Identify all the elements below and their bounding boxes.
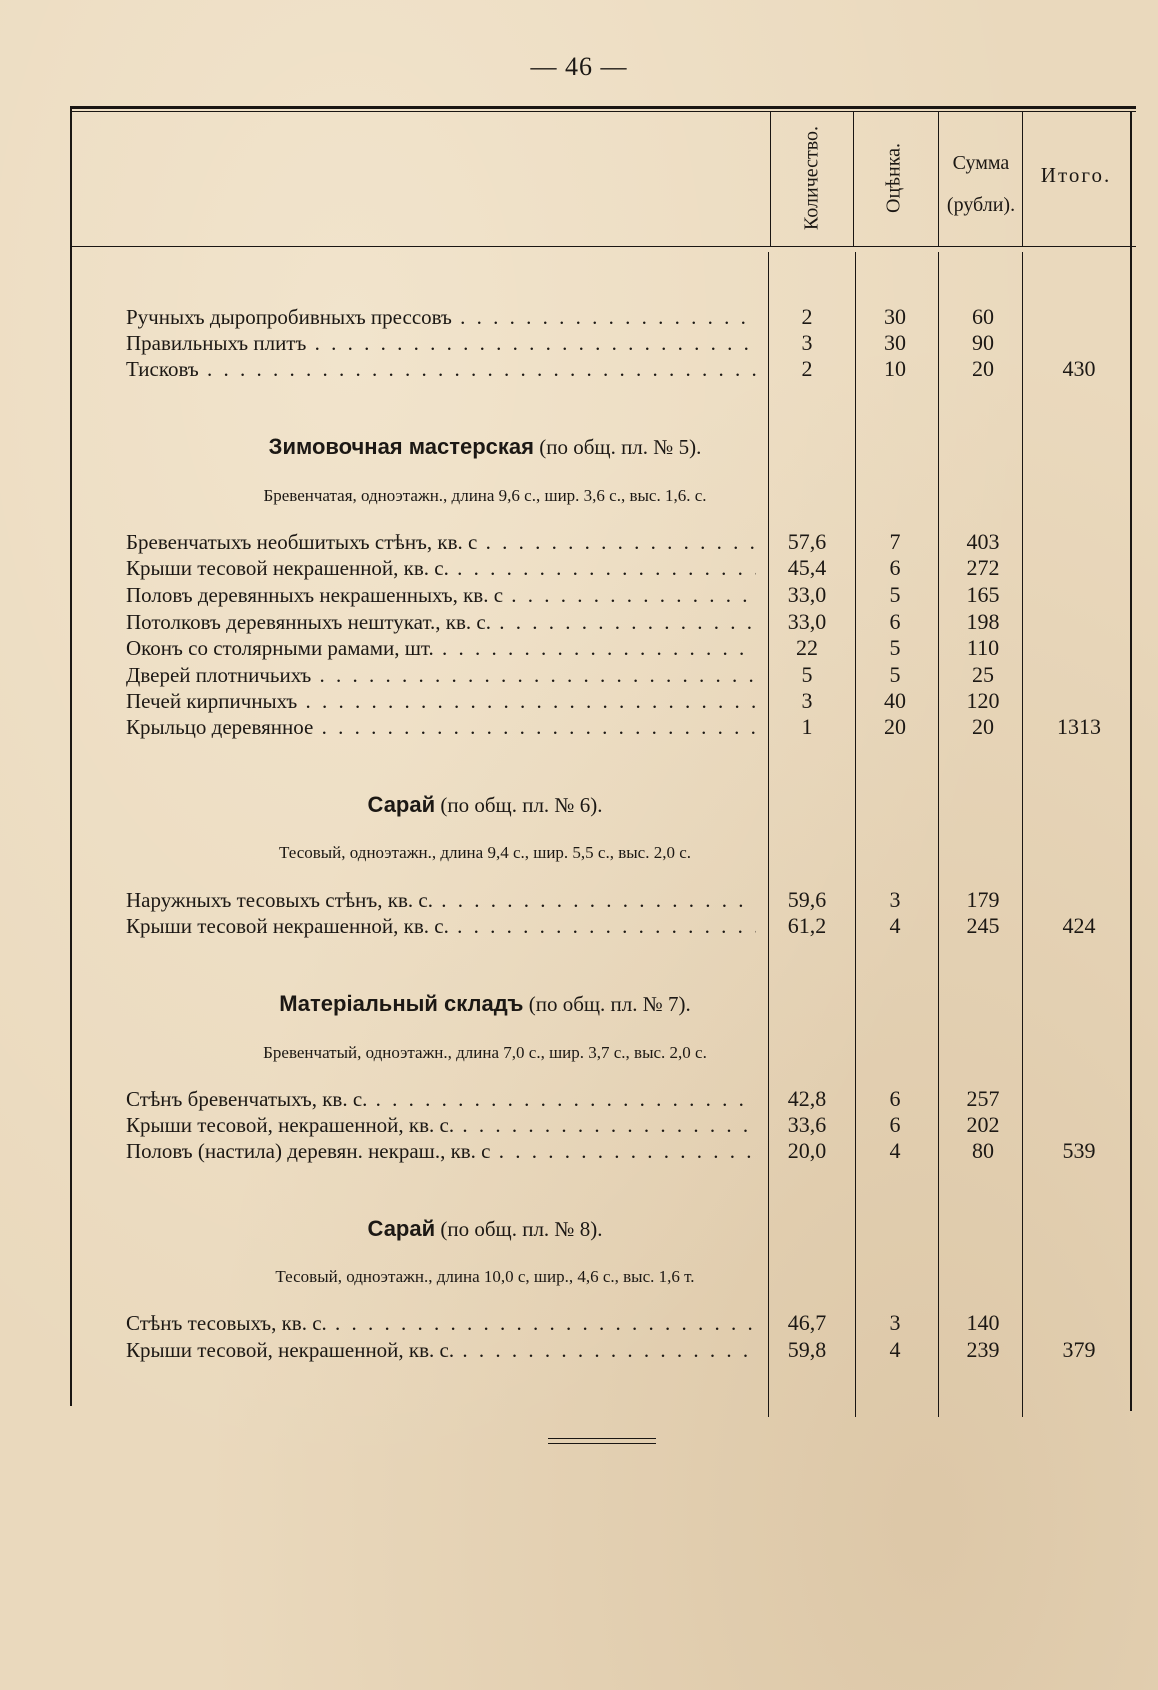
section-name: Сарай [367, 1216, 436, 1241]
row-quantity: 1 [801, 714, 813, 739]
row-estimate: 40 [884, 688, 906, 713]
row-estimate: 6 [889, 555, 901, 580]
row-description: Крыши тесовой, некрашенной, кв. с. . . . [126, 1337, 756, 1363]
row-description: Крыши тесовой некрашенной, кв. с. . . . [126, 555, 756, 581]
row-quantity: 2 [801, 304, 813, 329]
row-estimate: 4 [889, 1138, 901, 1163]
section-title [70, 991, 900, 1017]
row-description: Бревенчатыхъ необшитыхъ стѣнъ, кв. с . . . [126, 529, 756, 555]
row-estimate: 4 [889, 1337, 901, 1362]
header-divider [770, 111, 771, 246]
row-quantity: 5 [801, 662, 813, 687]
row-sum: 110 [966, 635, 1000, 660]
row-estimate: 6 [889, 1112, 901, 1137]
row-sum: 272 [966, 555, 1000, 580]
row-quantity: 59,6 [787, 887, 827, 912]
table-top-rule [70, 106, 1136, 109]
row-estimate: 30 [884, 330, 906, 355]
section-ref: (по общ. пл. № 5). [539, 435, 702, 459]
row-estimate: 7 [889, 529, 901, 554]
row-quantity: 2 [801, 356, 813, 381]
row-description: Стѣнъ тесовыхъ, кв. с. . . . [126, 1310, 756, 1336]
row-sum: 90 [972, 330, 994, 355]
row-estimate: 4 [889, 913, 901, 938]
end-rule [548, 1438, 656, 1439]
row-sum: 257 [966, 1086, 1000, 1111]
row-description: Половъ (настила) деревян. некраш., кв. с . . . [126, 1138, 756, 1164]
row-estimate: 3 [889, 887, 901, 912]
row-quantity: 45,4 [787, 555, 827, 580]
section-title [70, 434, 900, 460]
row-estimate: 20 [884, 714, 906, 739]
section-ref: (по общ. пл. № 8). [440, 1217, 603, 1241]
row-description: Крыльцо деревянное . . . [126, 714, 756, 740]
row-total: 379 [1062, 1337, 1096, 1362]
row-quantity: 46,7 [787, 1310, 827, 1335]
section-title [70, 1216, 900, 1242]
row-quantity: 33,0 [787, 609, 827, 634]
row-sum: 60 [972, 304, 994, 329]
section-description: Бревенчатая, одноэтажн., длина 9,6 с., шир. 3,6 с., выс. 1,6. с. [263, 486, 707, 505]
row-description: Дверей плотничьихъ . . . [126, 662, 756, 688]
row-description: Наружныхъ тесовыхъ стѣнъ, кв. с. . . . [126, 887, 756, 913]
row-sum: 20 [972, 356, 994, 381]
column-divider [768, 252, 769, 1417]
row-description: Правильныхъ плитъ . . . [126, 330, 756, 356]
column-divider [855, 252, 856, 1417]
column-header-sum [940, 142, 1022, 226]
row-total: 430 [1062, 356, 1096, 381]
header-divider [853, 111, 854, 246]
row-description: Стѣнъ бревенчатыхъ, кв. с. . . . [126, 1086, 756, 1112]
table-left-border [70, 106, 72, 1406]
row-total: 424 [1062, 913, 1096, 938]
section-description: Тесовый, одноэтажн., длина 9,4 с., шир. 5,5 с., выс. 2,0 с. [278, 843, 692, 862]
header-divider [938, 111, 939, 246]
row-sum: 25 [972, 662, 994, 687]
row-sum: 245 [966, 913, 1000, 938]
row-estimate: 5 [889, 582, 901, 607]
column-header-total: Итого. [1040, 163, 1112, 187]
row-quantity: 3 [801, 688, 813, 713]
end-rule [548, 1443, 656, 1444]
column-divider [1022, 252, 1023, 1417]
row-quantity: 57,6 [787, 529, 827, 554]
column-header-sum-line1: Сумма [952, 152, 1010, 174]
row-sum: 202 [966, 1112, 1000, 1137]
row-total: 1313 [1057, 714, 1101, 739]
section-title [70, 792, 900, 818]
column-header-sum-line2: (рубли). [946, 194, 1016, 216]
row-description: Половъ деревянныхъ некрашенныхъ, кв. с . . . [126, 582, 756, 608]
column-divider [938, 252, 939, 1417]
row-sum: 403 [966, 529, 1000, 554]
row-total: 539 [1062, 1138, 1096, 1163]
row-quantity: 33,6 [787, 1112, 827, 1137]
table-right-border [1130, 111, 1132, 1411]
row-estimate: 5 [889, 662, 901, 687]
row-sum: 80 [972, 1138, 994, 1163]
row-sum: 20 [972, 714, 994, 739]
row-description: Тисковъ . . . [126, 356, 756, 382]
row-sum: 239 [966, 1337, 1000, 1362]
row-quantity: 33,0 [787, 582, 827, 607]
row-quantity: 20,0 [787, 1138, 827, 1163]
row-sum: 165 [966, 582, 1000, 607]
row-estimate: 10 [884, 356, 906, 381]
row-estimate: 5 [889, 635, 901, 660]
section-name: Матеріальный складъ [279, 991, 524, 1016]
row-estimate: 6 [889, 1086, 901, 1111]
row-quantity: 42,8 [787, 1086, 827, 1111]
page-number: — 46 — [530, 52, 628, 81]
table-top-rule-thin [70, 111, 1136, 112]
row-description: Потолковъ деревянныхъ нештукат., кв. с. . . . [126, 609, 756, 635]
row-sum: 140 [966, 1310, 1000, 1335]
section-ref: (по общ. пл. № 7). [528, 992, 691, 1016]
row-sum: 198 [966, 609, 1000, 634]
row-quantity: 61,2 [787, 913, 827, 938]
section-name: Сарай [367, 792, 436, 817]
row-description: Оконъ со столярными рамами, шт. . . . [126, 635, 756, 661]
row-quantity: 3 [801, 330, 813, 355]
row-estimate: 3 [889, 1310, 901, 1335]
row-quantity: 59,8 [787, 1337, 827, 1362]
header-bottom-rule [70, 246, 1136, 247]
column-header-quantity: Количество. [800, 125, 823, 231]
section-description: Тесовый, одноэтажн., длина 10,0 с, шир., 4,6 с., выс. 1,6 т. [275, 1267, 695, 1286]
row-sum: 179 [966, 887, 1000, 912]
row-description: Крыши тесовой, некрашенной, кв. с. . . . [126, 1112, 756, 1138]
section-description: Бревенчатый, одноэтажн., длина 7,0 с., шир. 3,7 с., выс. 2,0 с. [263, 1043, 707, 1062]
section-name: Зимовочная мастерская [268, 434, 534, 459]
row-description: Ручныхъ дыропробивныхъ прессовъ . . . [126, 304, 756, 330]
row-description: Печей кирпичныхъ . . . [126, 688, 756, 714]
row-estimate: 30 [884, 304, 906, 329]
column-header-estimate: Оцѣнка. [882, 143, 905, 213]
row-sum: 120 [966, 688, 1000, 713]
section-ref: (по общ. пл. № 6). [440, 793, 603, 817]
row-quantity: 22 [796, 635, 818, 660]
row-description: Крыши тесовой некрашенной, кв. с. . . . [126, 913, 756, 939]
row-estimate: 6 [889, 609, 901, 634]
